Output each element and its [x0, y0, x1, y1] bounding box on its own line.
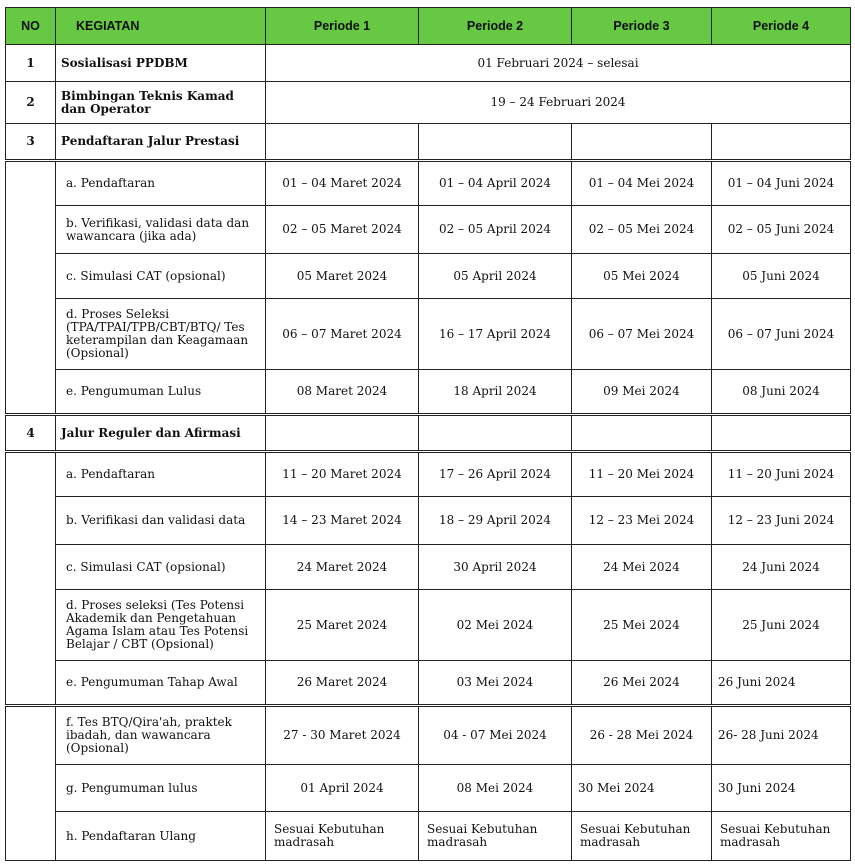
empty-cell [712, 415, 851, 452]
date-cell: Sesuai Kebutuhan madrasah [419, 812, 572, 861]
header-kegiatan: KEGIATAN [56, 8, 266, 45]
date-cell: 06 – 07 Juni 2024 [712, 299, 851, 370]
date-cell: 12 – 23 Mei 2024 [572, 497, 712, 545]
header-periode-4: Periode 4 [712, 8, 851, 45]
date-cell: 02 – 05 Maret 2024 [266, 206, 419, 254]
table-row [6, 45, 851, 82]
date-cell: 05 Juni 2024 [712, 254, 851, 299]
merged-date: 19 – 24 Februari 2024 [266, 82, 851, 124]
section-row [6, 124, 851, 161]
row-number: 3 [6, 124, 56, 161]
activity-label: a. Pendaftaran [56, 161, 266, 206]
table-row [6, 765, 851, 812]
activity-label: d. Proses seleksi (Tes Potensi Akademik dan Pengetahuan Agama Islam atau Tes Potensi Belajar / CBT (Opsional) [56, 590, 266, 661]
section-row [6, 415, 851, 452]
empty-cell [266, 124, 419, 161]
date-cell: Sesuai Kebutuhan madrasah [572, 812, 712, 861]
date-cell: 04 - 07 Mei 2024 [419, 706, 572, 765]
date-cell: 06 – 07 Mei 2024 [572, 299, 712, 370]
activity-label: e. Pengumuman Tahap Awal [56, 661, 266, 706]
date-cell: 26 Maret 2024 [266, 661, 419, 706]
date-cell: Sesuai Kebutuhan madrasah [266, 812, 419, 861]
date-cell: 05 April 2024 [419, 254, 572, 299]
activity-title: Sosialisasi PPDBM [56, 45, 266, 82]
header-no: NO [6, 8, 56, 45]
date-cell: 06 – 07 Maret 2024 [266, 299, 419, 370]
date-cell: 25 Maret 2024 [266, 590, 419, 661]
date-cell: 02 – 05 April 2024 [419, 206, 572, 254]
date-cell: 11 – 20 Maret 2024 [266, 452, 419, 497]
row-number: 4 [6, 415, 56, 452]
activity-label: f. Tes BTQ/Qira'ah, praktek ibadah, dan wawancara (Opsional) [56, 706, 266, 765]
date-cell: 01 – 04 April 2024 [419, 161, 572, 206]
table-row [6, 452, 851, 497]
date-cell: 17 – 26 April 2024 [419, 452, 572, 497]
activity-label: b. Verifikasi dan validasi data [56, 497, 266, 545]
activity-label: d. Proses Seleksi (TPA/TPAI/TPB/CBT/BTQ/ Tes keterampilan dan Keagamaan (Opsional) [56, 299, 266, 370]
date-cell: 03 Mei 2024 [419, 661, 572, 706]
date-cell: 08 Maret 2024 [266, 370, 419, 415]
indent-cell [6, 161, 56, 415]
empty-cell [572, 415, 712, 452]
date-cell: 01 April 2024 [266, 765, 419, 812]
indent-cell [6, 452, 56, 706]
date-cell: 24 Juni 2024 [712, 545, 851, 590]
date-cell: 12 – 23 Juni 2024 [712, 497, 851, 545]
date-cell: 11 – 20 Juni 2024 [712, 452, 851, 497]
empty-cell [572, 124, 712, 161]
table-row [6, 812, 851, 861]
empty-cell [419, 124, 572, 161]
date-cell: 02 – 05 Juni 2024 [712, 206, 851, 254]
date-cell: 09 Mei 2024 [572, 370, 712, 415]
date-cell: 05 Mei 2024 [572, 254, 712, 299]
activity-label: c. Simulasi CAT (opsional) [56, 545, 266, 590]
table-row [6, 661, 851, 706]
table-row [6, 254, 851, 299]
empty-cell [419, 415, 572, 452]
activity-label: c. Simulasi CAT (opsional) [56, 254, 266, 299]
activity-title: Bimbingan Teknis Kamad dan Operator [56, 82, 266, 124]
date-cell: 30 Juni 2024 [712, 765, 851, 812]
date-cell: 25 Mei 2024 [572, 590, 712, 661]
date-cell: 08 Mei 2024 [419, 765, 572, 812]
table-row [6, 590, 851, 661]
header-periode-2: Periode 2 [419, 8, 572, 45]
section-title: Pendaftaran Jalur Prestasi [56, 124, 266, 161]
table-row [6, 370, 851, 415]
table-row [6, 206, 851, 254]
table-row [6, 545, 851, 590]
header-row [6, 8, 851, 45]
table-row [6, 497, 851, 545]
table-row [6, 299, 851, 370]
indent-cell [6, 706, 56, 861]
date-cell: 18 April 2024 [419, 370, 572, 415]
date-cell: 14 – 23 Maret 2024 [266, 497, 419, 545]
empty-cell [712, 124, 851, 161]
date-cell: 26- 28 Juni 2024 [712, 706, 851, 765]
date-cell: 01 – 04 Mei 2024 [572, 161, 712, 206]
activity-label: a. Pendaftaran [56, 452, 266, 497]
schedule-table [5, 7, 851, 861]
date-cell: 26 - 28 Mei 2024 [572, 706, 712, 765]
date-cell: 08 Juni 2024 [712, 370, 851, 415]
date-cell: 02 Mei 2024 [419, 590, 572, 661]
table-row [6, 82, 851, 124]
table-row [6, 161, 851, 206]
date-cell: 24 Mei 2024 [572, 545, 712, 590]
date-cell: 11 – 20 Mei 2024 [572, 452, 712, 497]
date-cell: 26 Juni 2024 [712, 661, 851, 706]
activity-label: h. Pendaftaran Ulang [56, 812, 266, 861]
date-cell: Sesuai Kebutuhan madrasah [712, 812, 851, 861]
date-cell: 27 - 30 Maret 2024 [266, 706, 419, 765]
header-periode-3: Periode 3 [572, 8, 712, 45]
activity-label: b. Verifikasi, validasi data dan wawancara (jika ada) [56, 206, 266, 254]
date-cell: 01 – 04 Juni 2024 [712, 161, 851, 206]
date-cell: 30 April 2024 [419, 545, 572, 590]
activity-label: e. Pengumuman Lulus [56, 370, 266, 415]
row-number: 1 [6, 45, 56, 82]
date-cell: 25 Juni 2024 [712, 590, 851, 661]
empty-cell [266, 415, 419, 452]
header-periode-1: Periode 1 [266, 8, 419, 45]
section-title: Jalur Reguler dan Afirmasi [56, 415, 266, 452]
activity-label: g. Pengumuman lulus [56, 765, 266, 812]
date-cell: 02 – 05 Mei 2024 [572, 206, 712, 254]
row-number: 2 [6, 82, 56, 124]
date-cell: 30 Mei 2024 [572, 765, 712, 812]
date-cell: 05 Maret 2024 [266, 254, 419, 299]
date-cell: 24 Maret 2024 [266, 545, 419, 590]
table-row [6, 706, 851, 765]
merged-date: 01 Februari 2024 – selesai [266, 45, 851, 82]
date-cell: 26 Mei 2024 [572, 661, 712, 706]
date-cell: 01 – 04 Maret 2024 [266, 161, 419, 206]
date-cell: 16 – 17 April 2024 [419, 299, 572, 370]
date-cell: 18 – 29 April 2024 [419, 497, 572, 545]
